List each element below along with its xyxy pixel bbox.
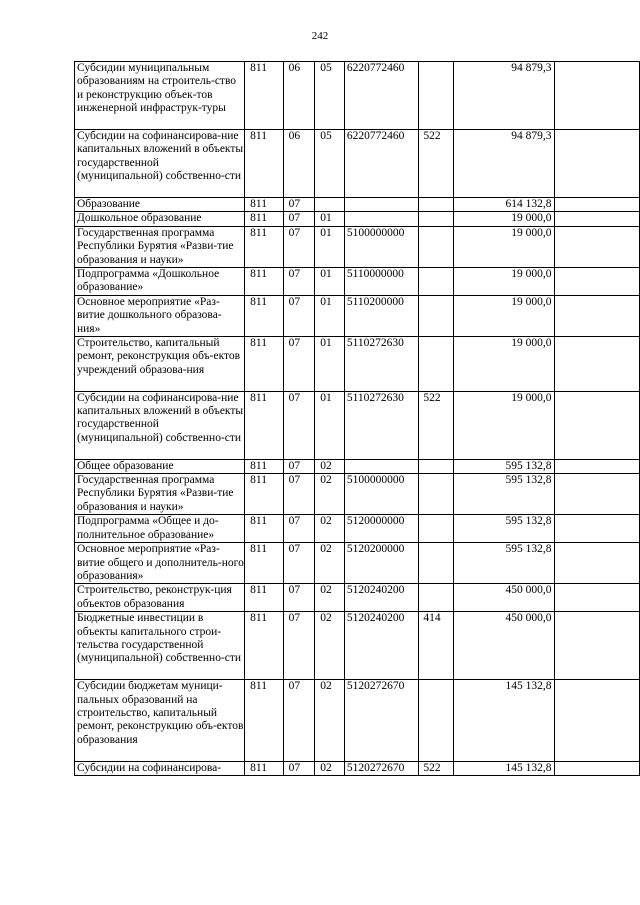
row-target-article-cell: 5110000000	[344, 268, 419, 296]
row-expense-type-cell	[419, 459, 454, 473]
row-name-cell: Субсидии бюджетам муници-пальных образований на строительство, капитальный ремонт, реконструкцию объ-ектов образования	[75, 680, 245, 761]
row-amount-cell: 595 132,8	[454, 459, 555, 473]
row-subsection-cell: 01	[315, 391, 345, 459]
row-name-cell: Подпрограмма «Общее и до-полнительное образование»	[75, 515, 245, 543]
row-expense-type-cell: 522	[419, 761, 454, 775]
row-amount-cell: 19 000,0	[454, 295, 555, 336]
row-amount-cell: 595 132,8	[454, 515, 555, 543]
row-empty-cell	[555, 295, 640, 336]
row-ved-cell: 811	[245, 212, 284, 226]
row-ved-cell: 811	[245, 295, 284, 336]
page-number: 242	[311, 30, 329, 42]
row-subsection-cell: 02	[315, 612, 345, 680]
row-target-article-cell: 5100000000	[344, 226, 419, 267]
table-row	[75, 337, 640, 392]
row-expense-type-cell: 522	[419, 130, 454, 198]
row-section-cell: 07	[283, 212, 315, 226]
row-expense-type-cell	[419, 62, 454, 130]
row-subsection-cell: 02	[315, 515, 345, 543]
row-subsection-cell	[315, 198, 345, 212]
row-name-cell: Строительство, капитальный ремонт, реконструкция объ-ектов учреждений образова-ния	[75, 337, 245, 392]
row-ved-cell: 811	[245, 198, 284, 212]
row-name-cell: Общее образование	[75, 459, 245, 473]
row-name-cell: Основное мероприятие «Раз-витие общего и дополнитель-ного образования»	[75, 543, 245, 584]
row-subsection-cell: 05	[315, 130, 345, 198]
row-expense-type-cell	[419, 226, 454, 267]
row-expense-type-cell	[419, 474, 454, 515]
row-empty-cell	[555, 584, 640, 612]
row-expense-type-cell	[419, 337, 454, 392]
row-empty-cell	[555, 459, 640, 473]
row-ved-cell: 811	[245, 612, 284, 680]
row-empty-cell	[555, 226, 640, 267]
row-section-cell: 07	[283, 761, 315, 775]
row-section-cell: 07	[283, 680, 315, 761]
table-row	[75, 130, 640, 198]
table-row	[75, 212, 640, 226]
row-section-cell: 07	[283, 515, 315, 543]
row-expense-type-cell	[419, 515, 454, 543]
row-ved-cell: 811	[245, 761, 284, 775]
row-ved-cell: 811	[245, 391, 284, 459]
row-amount-cell: 19 000,0	[454, 391, 555, 459]
row-amount-cell: 595 132,8	[454, 543, 555, 584]
table-row	[75, 584, 640, 612]
row-target-article-cell: 6220772460	[344, 62, 419, 130]
row-target-article-cell	[344, 212, 419, 226]
row-amount-cell: 614 132,8	[454, 198, 555, 212]
row-amount-cell: 145 132,8	[454, 680, 555, 761]
row-section-cell: 07	[283, 612, 315, 680]
row-amount-cell: 450 000,0	[454, 612, 555, 680]
row-section-cell: 07	[283, 474, 315, 515]
table-row	[75, 198, 640, 212]
row-ved-cell: 811	[245, 268, 284, 296]
row-target-article-cell	[344, 459, 419, 473]
row-amount-cell: 595 132,8	[454, 474, 555, 515]
row-expense-type-cell	[419, 268, 454, 296]
row-ved-cell: 811	[245, 474, 284, 515]
row-name-cell: Дошкольное образование	[75, 212, 245, 226]
row-target-article-cell: 5120200000	[344, 543, 419, 584]
row-ved-cell: 811	[245, 515, 284, 543]
table-row	[75, 515, 640, 543]
table-row	[75, 612, 640, 680]
row-subsection-cell: 02	[315, 584, 345, 612]
row-name-cell: Строительство, реконструк-ция объектов образования	[75, 584, 245, 612]
table-row	[75, 295, 640, 336]
row-target-article-cell: 5110272630	[344, 391, 419, 459]
row-amount-cell: 19 000,0	[454, 337, 555, 392]
row-subsection-cell: 02	[315, 474, 345, 515]
row-ved-cell: 811	[245, 680, 284, 761]
row-name-cell: Основное мероприятие «Раз-витие дошкольного образова-ния»	[75, 295, 245, 336]
row-amount-cell: 145 132,8	[454, 761, 555, 775]
row-expense-type-cell	[419, 584, 454, 612]
row-subsection-cell: 05	[315, 62, 345, 130]
row-empty-cell	[555, 198, 640, 212]
row-amount-cell: 19 000,0	[454, 212, 555, 226]
row-subsection-cell: 02	[315, 761, 345, 775]
row-name-cell: Субсидии на софинансирова-	[75, 761, 245, 775]
row-section-cell: 07	[283, 543, 315, 584]
table-row	[75, 474, 640, 515]
row-target-article-cell: 5120240200	[344, 612, 419, 680]
row-target-article-cell: 5110272630	[344, 337, 419, 392]
row-section-cell: 07	[283, 268, 315, 296]
row-empty-cell	[555, 212, 640, 226]
row-target-article-cell: 6220772460	[344, 130, 419, 198]
row-ved-cell: 811	[245, 584, 284, 612]
row-name-cell: Бюджетные инвестиции в объекты капитального строи-тельства государственной (муниципальной) собственно-сти	[75, 612, 245, 680]
row-empty-cell	[555, 680, 640, 761]
row-amount-cell: 94 879,3	[454, 62, 555, 130]
table-row	[75, 391, 640, 459]
row-amount-cell: 450 000,0	[454, 584, 555, 612]
row-ved-cell: 811	[245, 62, 284, 130]
row-expense-type-cell	[419, 212, 454, 226]
row-section-cell: 07	[283, 198, 315, 212]
row-amount-cell: 94 879,3	[454, 130, 555, 198]
row-subsection-cell: 01	[315, 212, 345, 226]
row-expense-type-cell	[419, 680, 454, 761]
row-amount-cell: 19 000,0	[454, 268, 555, 296]
row-empty-cell	[555, 268, 640, 296]
row-empty-cell	[555, 761, 640, 775]
row-subsection-cell: 02	[315, 459, 345, 473]
row-expense-type-cell: 414	[419, 612, 454, 680]
table-row	[75, 459, 640, 473]
row-subsection-cell: 01	[315, 226, 345, 267]
row-section-cell: 07	[283, 391, 315, 459]
row-expense-type-cell	[419, 543, 454, 584]
row-section-cell: 06	[283, 130, 315, 198]
row-target-article-cell: 5120272670	[344, 680, 419, 761]
row-subsection-cell: 02	[315, 543, 345, 584]
row-empty-cell	[555, 515, 640, 543]
row-section-cell: 07	[283, 459, 315, 473]
table-row	[75, 268, 640, 296]
row-ved-cell: 811	[245, 226, 284, 267]
row-amount-cell: 19 000,0	[454, 226, 555, 267]
row-target-article-cell	[344, 198, 419, 212]
table-row	[75, 543, 640, 584]
table-row	[75, 226, 640, 267]
row-empty-cell	[555, 130, 640, 198]
table-row	[75, 680, 640, 761]
table-row	[75, 761, 640, 775]
row-empty-cell	[555, 62, 640, 130]
row-ved-cell: 811	[245, 130, 284, 198]
row-target-article-cell: 5120272670	[344, 761, 419, 775]
row-section-cell: 07	[283, 226, 315, 267]
row-name-cell: Подпрограмма «Дошкольное образование»	[75, 268, 245, 296]
row-subsection-cell: 02	[315, 680, 345, 761]
row-target-article-cell: 5110200000	[344, 295, 419, 336]
row-name-cell: Образование	[75, 198, 245, 212]
row-subsection-cell: 01	[315, 268, 345, 296]
row-empty-cell	[555, 543, 640, 584]
table-row	[75, 62, 640, 130]
row-expense-type-cell	[419, 198, 454, 212]
row-target-article-cell: 5120000000	[344, 515, 419, 543]
row-empty-cell	[555, 337, 640, 392]
row-name-cell: Субсидии муниципальным образованиям на строитель-ство и реконструкцию объек-тов инженерной инфраструк-туры	[75, 62, 245, 130]
row-ved-cell: 811	[245, 459, 284, 473]
row-ved-cell: 811	[245, 543, 284, 584]
row-name-cell: Субсидии на софинансирова-ние капитальных вложений в объекты государственной (муниципальной) собственно-сти	[75, 391, 245, 459]
row-empty-cell	[555, 612, 640, 680]
row-section-cell: 07	[283, 337, 315, 392]
budget-table-body	[75, 62, 640, 776]
row-name-cell: Субсидии на софинансирова-ние капитальных вложений в объекты государственной (муниципальной) собственно-сти	[75, 130, 245, 198]
row-name-cell: Государственная программа Республики Бурятия «Разви-тие образования и науки»	[75, 226, 245, 267]
row-target-article-cell: 5100000000	[344, 474, 419, 515]
row-section-cell: 07	[283, 584, 315, 612]
row-empty-cell	[555, 391, 640, 459]
row-section-cell: 06	[283, 62, 315, 130]
row-subsection-cell: 01	[315, 295, 345, 336]
row-subsection-cell: 01	[315, 337, 345, 392]
row-section-cell: 07	[283, 295, 315, 336]
budget-table	[74, 61, 640, 776]
row-expense-type-cell	[419, 295, 454, 336]
row-expense-type-cell: 522	[419, 391, 454, 459]
row-ved-cell: 811	[245, 337, 284, 392]
row-empty-cell	[555, 474, 640, 515]
row-name-cell: Государственная программа Республики Бурятия «Разви-тие образования и науки»	[75, 474, 245, 515]
row-target-article-cell: 5120240200	[344, 584, 419, 612]
